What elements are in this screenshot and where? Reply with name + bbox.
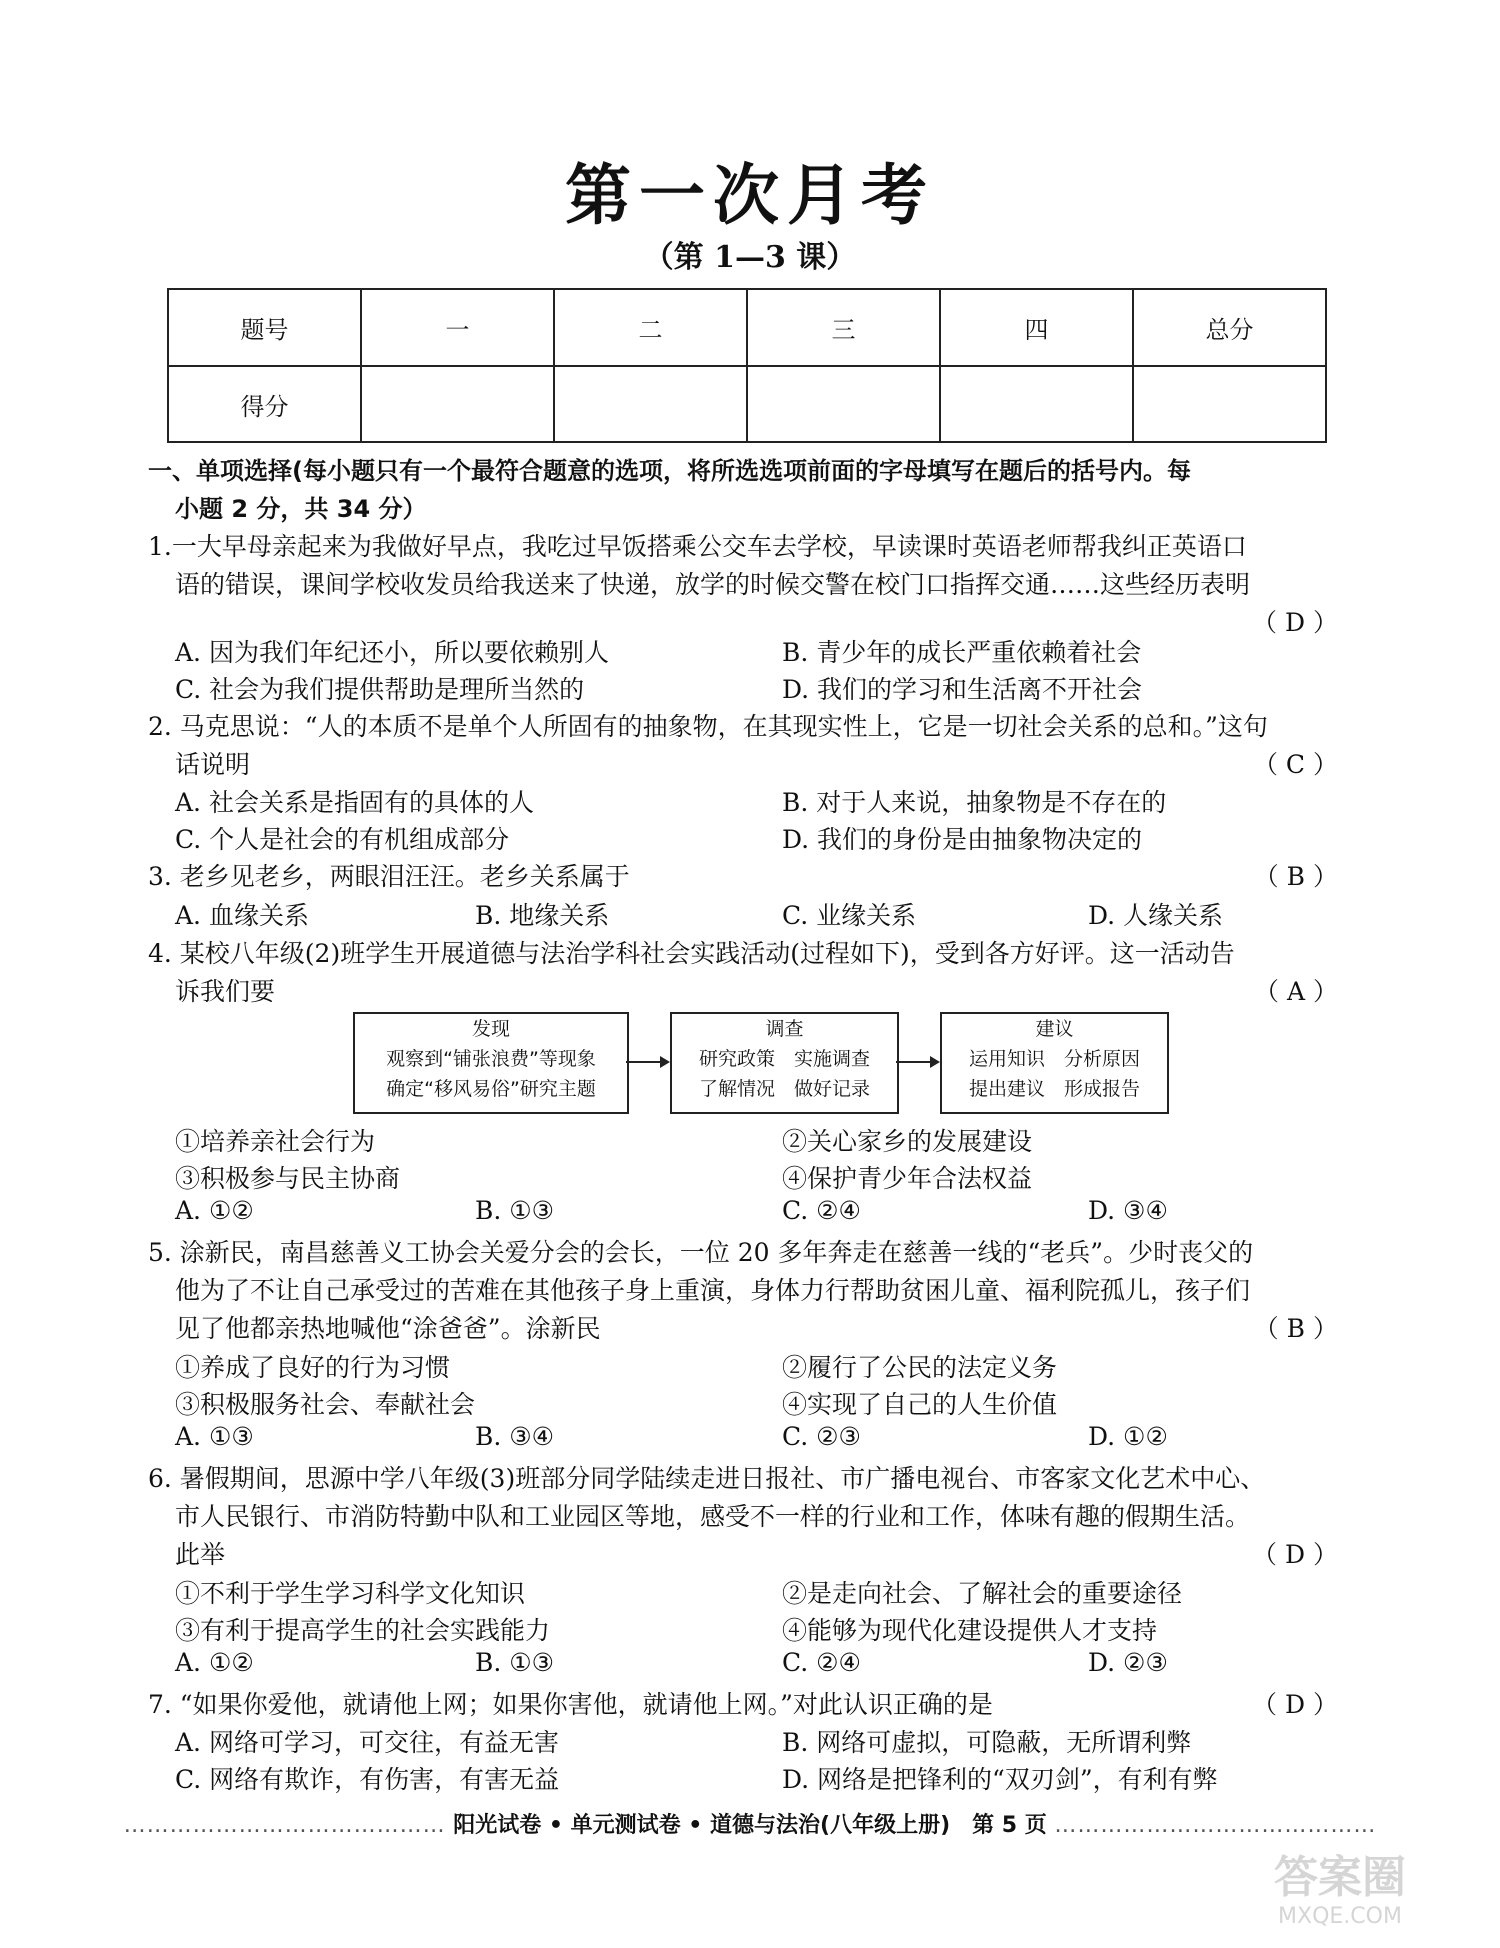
q5-option-b: B. ③④ <box>475 1422 555 1451</box>
q5-answer: （ B ） <box>1253 1314 1338 1343</box>
q2-stem-line: 话说明 <box>175 750 251 779</box>
score-cell <box>747 366 940 442</box>
score-row-label: 得分 <box>168 366 361 442</box>
q3-option-d: D. 人缘关系 <box>1088 901 1224 930</box>
q4-option-b: B. ①③ <box>475 1196 555 1225</box>
q5-statement-2: ②履行了公民的法定义务 <box>782 1353 1058 1382</box>
score-table-score-row <box>168 366 1326 442</box>
q4-option-c: C. ②④ <box>782 1196 861 1225</box>
score-cell <box>1133 366 1326 442</box>
flow-box-line: 运用知识 分析原因 <box>968 1048 1140 1070</box>
q1-stem-line: 语的错误，课间学校收发员给我送来了快递，放学的时候交警在校门口指挥交通……这些经历表明 <box>175 570 1251 599</box>
question-4 <box>148 935 1338 1015</box>
q6-stem-line: 市人民银行、市消防特勤中队和工业园区等地，感受不一样的行业和工作，体味有趣的假期生活。 <box>175 1502 1251 1531</box>
question-3 <box>148 858 1338 898</box>
flow-box-line: 确定“移风易俗”研究主题 <box>386 1078 596 1100</box>
q7-stem-line: 7. “如果你爱他，就请他上网；如果你害他，就请他上网。”对此认识正确的是 <box>148 1690 993 1719</box>
q6-stem-line: 6. 暑假期间，思源中学八年级(3)班部分同学陆续走进日报社、市广播电视台、市客家文化艺术中心、 <box>148 1464 1266 1493</box>
q7-answer: （ D ） <box>1252 1690 1338 1719</box>
q2-option-b: B. 对于人来说，抽象物是不存在的 <box>782 788 1167 817</box>
q5-option-c: C. ②③ <box>782 1422 861 1451</box>
footer-text: 阳光试卷 • 单元测试卷 • 道德与法治(八年级上册) 第 5 页 <box>453 1813 1047 1838</box>
q2-answer: （ C ） <box>1252 750 1338 779</box>
q5-statement-4: ④实现了自己的人生价值 <box>782 1390 1058 1419</box>
flow-box-line: 提出建议 形成报告 <box>968 1078 1140 1100</box>
score-cell <box>361 366 554 442</box>
score-header-cell: 三 <box>747 289 940 366</box>
q4-stem-line: 4. 某校八年级(2)班学生开展道德与法治学科社会实践活动(过程如下)，受到各方好评。这一活动告 <box>148 939 1235 968</box>
flow-box-line: 了解情况 做好记录 <box>698 1078 870 1100</box>
q6-option-c: C. ②④ <box>782 1648 861 1677</box>
q3-option-c: C. 业缘关系 <box>782 901 917 930</box>
q5-statement-3: ③积极服务社会、奉献社会 <box>175 1390 476 1419</box>
q3-answer: （ B ） <box>1253 862 1338 891</box>
flow-box-title: 调查 <box>765 1018 804 1040</box>
footer-dots-right: …………………………………… <box>1054 1813 1377 1838</box>
watermark-text: 答案圈 <box>1274 1852 1406 1903</box>
flow-box-suggest <box>940 1012 1169 1114</box>
q4-statement-4: ④保护青少年合法权益 <box>782 1164 1033 1193</box>
score-header-cell: 一 <box>361 289 554 366</box>
score-table-header-row <box>168 289 1326 366</box>
q5-stem-line: 他为了不让自己承受过的苦难在其他孩子身上重演，身体力行帮助贫困儿童、福利院孤儿，孩子们 <box>175 1276 1251 1305</box>
q6-option-b: B. ①③ <box>475 1648 555 1677</box>
q3-option-a: A. 血缘关系 <box>175 901 309 930</box>
flow-arrow-icon <box>896 1052 940 1072</box>
q1-answer: （ D ） <box>1252 608 1338 637</box>
q7-option-b: B. 网络可虚拟，可隐蔽，无所谓利弊 <box>782 1728 1192 1757</box>
question-2 <box>148 708 1338 788</box>
page-subtitle: （第 1—3 课） <box>643 240 857 275</box>
flow-arrow-icon <box>626 1052 670 1072</box>
q2-option-d: D. 我们的身份是由抽象物决定的 <box>782 825 1143 854</box>
flow-box-title: 发现 <box>471 1018 510 1040</box>
page-title: 第一次月考 <box>565 156 935 234</box>
q7-option-a: A. 网络可学习，可交往，有益无害 <box>175 1728 559 1757</box>
q3-option-b: B. 地缘关系 <box>475 901 610 930</box>
q6-statement-2: ②是走向社会、了解社会的重要途径 <box>782 1579 1183 1608</box>
q7-option-d: D. 网络是把锋利的“双刃剑”，有利有弊 <box>782 1765 1218 1794</box>
q6-answer: （ D ） <box>1252 1540 1338 1569</box>
q6-statement-4: ④能够为现代化建设提供人才支持 <box>782 1616 1158 1645</box>
score-cell <box>554 366 747 442</box>
section-heading: 一、单项选择(每小题只有一个最符合题意的选项，将所选选项前面的字母填写在题后的括号内。每 <box>148 457 1191 485</box>
q1-option-d: D. 我们的学习和生活离不开社会 <box>782 675 1143 704</box>
q5-stem-line: 5. 涂新民，南昌慈善义工协会关爱分会的会长，一位 20 多年奔走在慈善一线的“老兵”。少时丧父的 <box>148 1238 1254 1267</box>
q1-option-c: C. 社会为我们提供帮助是理所当然的 <box>175 675 585 704</box>
q5-stem-line: 见了他都亲热地喊他“涂爸爸”。涂新民 <box>175 1314 601 1343</box>
q5-option-d: D. ①② <box>1088 1422 1168 1451</box>
q2-stem-line: 2. 马克思说：“人的本质不是单个人所固有的抽象物，在其现实性上，它是一切社会关系的总和。”这句 <box>148 712 1268 741</box>
watermark-logo <box>1220 1852 1460 1942</box>
score-header-cell: 总分 <box>1133 289 1326 366</box>
flow-box-investigate <box>670 1012 899 1114</box>
question-5 <box>148 1234 1338 1349</box>
q6-statement-3: ③有利于提高学生的社会实践能力 <box>175 1616 551 1645</box>
q6-stem-line: 此举 <box>175 1540 226 1569</box>
flow-box-discover <box>353 1012 629 1114</box>
question-1 <box>148 528 1338 643</box>
q4-statement-1: ①培养亲社会行为 <box>175 1127 376 1156</box>
score-header-cell: 四 <box>940 289 1133 366</box>
q6-option-d: D. ②③ <box>1088 1648 1168 1677</box>
watermark-url: MXQE.COM <box>1278 1904 1402 1929</box>
question-7 <box>148 1686 1338 1726</box>
page-footer <box>0 1808 1500 1839</box>
score-cell <box>940 366 1133 442</box>
q3-stem-line: 3. 老乡见老乡，两眼泪汪汪。老乡关系属于 <box>148 862 630 891</box>
q5-option-a: A. ①③ <box>175 1422 254 1451</box>
q4-statement-2: ②关心家乡的发展建设 <box>782 1127 1033 1156</box>
q4-option-d: D. ③④ <box>1088 1196 1168 1225</box>
q2-option-a: A. 社会关系是指固有的具体的人 <box>175 788 534 817</box>
flow-box-title: 建议 <box>1035 1018 1074 1040</box>
q5-statement-1: ①养成了良好的行为习惯 <box>175 1353 451 1382</box>
score-header-cell: 题号 <box>168 289 361 366</box>
flow-box-line: 观察到“铺张浪费”等现象 <box>386 1048 596 1070</box>
q1-option-b: B. 青少年的成长严重依赖着社会 <box>782 638 1142 667</box>
section-heading-cont: 小题 2 分，共 34 分） <box>175 495 427 523</box>
q1-stem-line: 1.一大早母亲起来为我做好早点，我吃过早饭搭乘公交车去学校，早读课时英语老师帮我纠正英语口 <box>148 532 1247 561</box>
q7-option-c: C. 网络有欺诈，有伤害，有害无益 <box>175 1765 560 1794</box>
question-6 <box>148 1460 1338 1575</box>
flow-box-line: 研究政策 实施调查 <box>698 1048 870 1070</box>
q4-option-a: A. ①② <box>175 1196 254 1225</box>
q1-option-a: A. 因为我们年纪还小，所以要依赖别人 <box>175 638 609 667</box>
score-header-cell: 二 <box>554 289 747 366</box>
q2-option-c: C. 个人是社会的有机组成部分 <box>175 825 510 854</box>
q6-option-a: A. ①② <box>175 1648 254 1677</box>
q4-statement-3: ③积极参与民主协商 <box>175 1164 401 1193</box>
q6-statement-1: ①不利于学生学习科学文化知识 <box>175 1579 526 1608</box>
q4-answer: （ A ） <box>1254 977 1338 1006</box>
footer-dots-left: …………………………………… <box>123 1813 446 1838</box>
q4-stem-line: 诉我们要 <box>175 977 276 1006</box>
score-table <box>167 288 1327 443</box>
